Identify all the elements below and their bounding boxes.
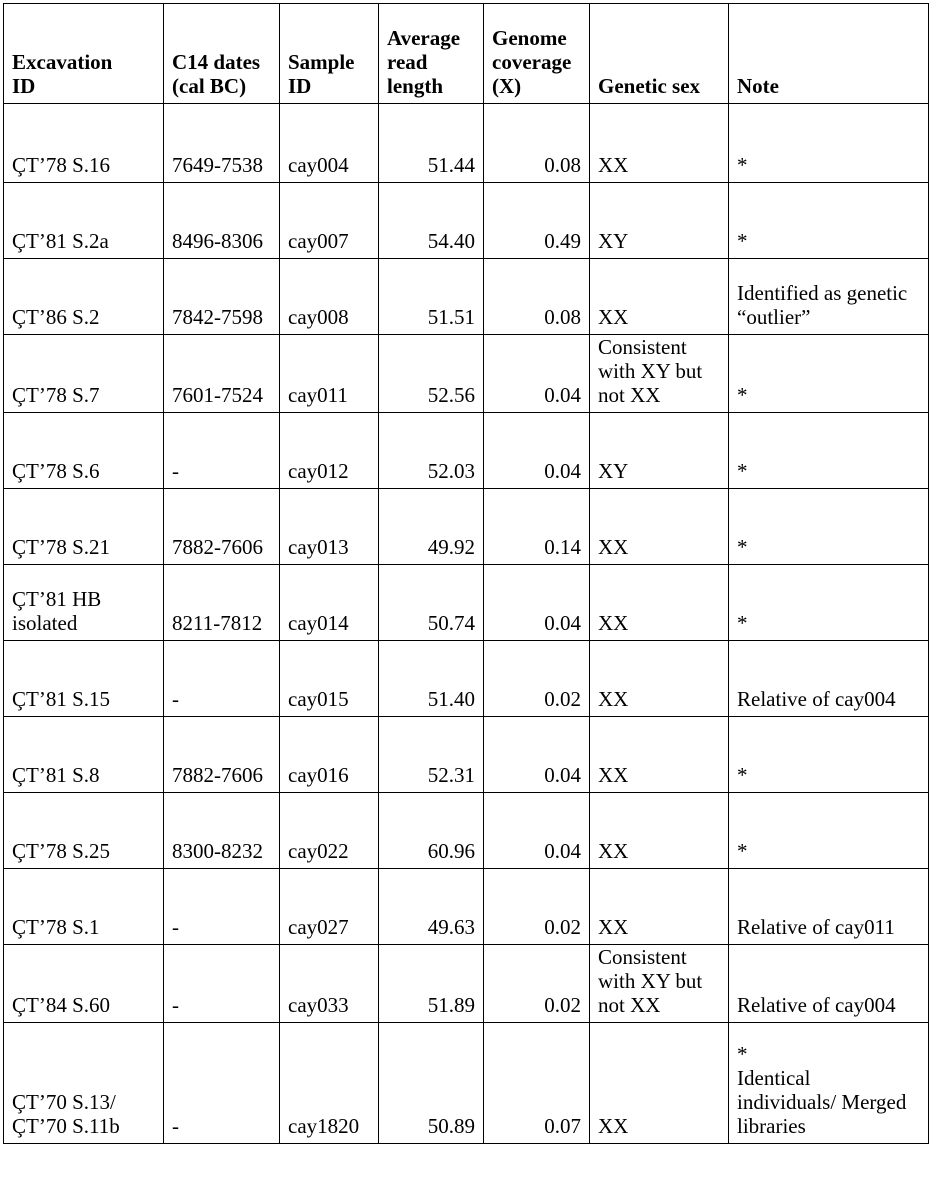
samples-table [3, 3, 929, 1144]
cell-genetic-sex: Consistent with XY but not XX [590, 335, 729, 413]
table-row [4, 104, 929, 183]
cell-excavation-id: ÇT’78 S.21 [4, 489, 164, 565]
cell-sample-id: cay033 [280, 945, 379, 1023]
cell-average-read-length: 60.96 [379, 793, 484, 869]
header-row [4, 4, 929, 104]
cell-excavation-id: ÇT’70 S.13/ ÇT’70 S.11b [4, 1023, 164, 1144]
cell-average-read-length: 51.89 [379, 945, 484, 1023]
cell-genetic-sex: XX [590, 1023, 729, 1144]
header-c14-dates: C14 dates (cal BC) [164, 4, 280, 104]
cell-genome-coverage: 0.49 [484, 183, 590, 259]
cell-average-read-length: 50.74 [379, 565, 484, 641]
cell-sample-id: cay011 [280, 335, 379, 413]
cell-note: * [729, 413, 929, 489]
table-body [4, 104, 929, 1144]
header-note: Note [729, 4, 929, 104]
cell-genome-coverage: 0.07 [484, 1023, 590, 1144]
cell-note: * [729, 793, 929, 869]
cell-average-read-length: 51.44 [379, 104, 484, 183]
cell-c14-dates: - [164, 641, 280, 717]
table-row [4, 717, 929, 793]
cell-average-read-length: 51.51 [379, 259, 484, 335]
cell-excavation-id: ÇT’78 S.7 [4, 335, 164, 413]
cell-sample-id: cay015 [280, 641, 379, 717]
cell-sample-id: cay027 [280, 869, 379, 945]
table-row [4, 1023, 929, 1144]
cell-excavation-id: ÇT’81 S.2a [4, 183, 164, 259]
cell-c14-dates: - [164, 1023, 280, 1144]
cell-c14-dates: - [164, 945, 280, 1023]
header-excavation-id: Excavation ID [4, 4, 164, 104]
table-row [4, 183, 929, 259]
cell-sample-id: cay022 [280, 793, 379, 869]
cell-average-read-length: 54.40 [379, 183, 484, 259]
table-row [4, 565, 929, 641]
cell-genetic-sex: Consistent with XY but not XX [590, 945, 729, 1023]
cell-sample-id: cay014 [280, 565, 379, 641]
cell-genome-coverage: 0.04 [484, 793, 590, 869]
cell-note: * [729, 104, 929, 183]
cell-c14-dates: 8211-7812 [164, 565, 280, 641]
cell-excavation-id: ÇT’81 S.15 [4, 641, 164, 717]
cell-genome-coverage: 0.04 [484, 565, 590, 641]
header-genome-coverage: Genome coverage (X) [484, 4, 590, 104]
cell-genome-coverage: 0.02 [484, 869, 590, 945]
cell-note: Identified as genetic “outlier” [729, 259, 929, 335]
cell-sample-id: cay013 [280, 489, 379, 565]
cell-excavation-id: ÇT’86 S.2 [4, 259, 164, 335]
table-row [4, 869, 929, 945]
table-row [4, 641, 929, 717]
table-row [4, 259, 929, 335]
cell-genome-coverage: 0.08 [484, 104, 590, 183]
cell-note: * [729, 183, 929, 259]
cell-note: Relative of cay004 [729, 641, 929, 717]
cell-average-read-length: 52.03 [379, 413, 484, 489]
cell-genetic-sex: XY [590, 413, 729, 489]
cell-note: * [729, 565, 929, 641]
cell-excavation-id: ÇT’81 S.8 [4, 717, 164, 793]
cell-genetic-sex: XX [590, 869, 729, 945]
cell-c14-dates: - [164, 413, 280, 489]
cell-sample-id: cay004 [280, 104, 379, 183]
cell-sample-id: cay1820 [280, 1023, 379, 1144]
cell-average-read-length: 50.89 [379, 1023, 484, 1144]
cell-genetic-sex: XX [590, 565, 729, 641]
cell-average-read-length: 51.40 [379, 641, 484, 717]
cell-average-read-length: 52.56 [379, 335, 484, 413]
cell-genetic-sex: XX [590, 717, 729, 793]
header-sample-id: Sample ID [280, 4, 379, 104]
cell-excavation-id: ÇT’78 S.16 [4, 104, 164, 183]
cell-c14-dates: - [164, 869, 280, 945]
cell-note: * [729, 489, 929, 565]
cell-excavation-id: ÇT’81 HB isolated [4, 565, 164, 641]
cell-sample-id: cay012 [280, 413, 379, 489]
cell-genome-coverage: 0.04 [484, 717, 590, 793]
cell-excavation-id: ÇT’78 S.6 [4, 413, 164, 489]
cell-genetic-sex: XX [590, 489, 729, 565]
cell-c14-dates: 8496-8306 [164, 183, 280, 259]
cell-genetic-sex: XX [590, 641, 729, 717]
cell-sample-id: cay008 [280, 259, 379, 335]
cell-genetic-sex: XX [590, 104, 729, 183]
cell-c14-dates: 7882-7606 [164, 489, 280, 565]
table-row [4, 489, 929, 565]
cell-genome-coverage: 0.14 [484, 489, 590, 565]
cell-average-read-length: 52.31 [379, 717, 484, 793]
cell-excavation-id: ÇT’78 S.1 [4, 869, 164, 945]
cell-excavation-id: ÇT’84 S.60 [4, 945, 164, 1023]
cell-average-read-length: 49.92 [379, 489, 484, 565]
cell-genome-coverage: 0.04 [484, 413, 590, 489]
cell-excavation-id: ÇT’78 S.25 [4, 793, 164, 869]
cell-c14-dates: 8300-8232 [164, 793, 280, 869]
table-row [4, 413, 929, 489]
cell-genome-coverage: 0.02 [484, 945, 590, 1023]
cell-c14-dates: 7649-7538 [164, 104, 280, 183]
cell-c14-dates: 7882-7606 [164, 717, 280, 793]
cell-genome-coverage: 0.02 [484, 641, 590, 717]
header-average-read-length: Average read length [379, 4, 484, 104]
table-row [4, 335, 929, 413]
cell-note: Relative of cay011 [729, 869, 929, 945]
cell-genome-coverage: 0.08 [484, 259, 590, 335]
cell-sample-id: cay016 [280, 717, 379, 793]
cell-average-read-length: 49.63 [379, 869, 484, 945]
cell-note: * [729, 335, 929, 413]
table-row [4, 793, 929, 869]
cell-note: Relative of cay004 [729, 945, 929, 1023]
table-row [4, 945, 929, 1023]
cell-genetic-sex: XY [590, 183, 729, 259]
cell-c14-dates: 7601-7524 [164, 335, 280, 413]
cell-genetic-sex: XX [590, 259, 729, 335]
cell-genome-coverage: 0.04 [484, 335, 590, 413]
cell-note: * Identical individuals/ Merged libraries [729, 1023, 929, 1144]
cell-note: * [729, 717, 929, 793]
cell-c14-dates: 7842-7598 [164, 259, 280, 335]
cell-sample-id: cay007 [280, 183, 379, 259]
header-genetic-sex: Genetic sex [590, 4, 729, 104]
cell-genetic-sex: XX [590, 793, 729, 869]
